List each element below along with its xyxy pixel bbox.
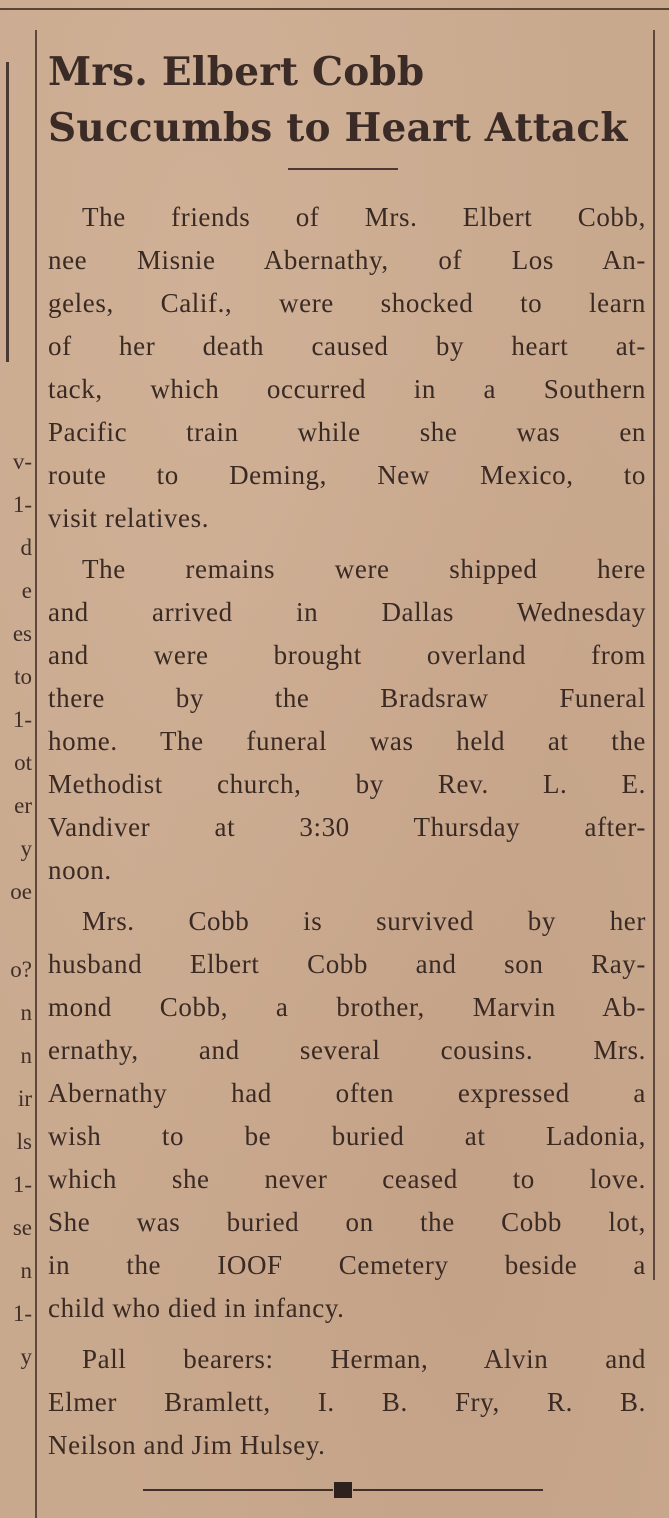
top-rule xyxy=(0,8,669,10)
article-line: The friends of Mrs. Elbert Cobb, xyxy=(82,202,646,232)
fragment: se xyxy=(12,1215,32,1240)
article-line: Pall bearers: Herman, Alvin and xyxy=(82,1344,646,1374)
article-line: Abernathy had often expressed a xyxy=(48,1078,646,1108)
article-line: which she never ceased to love. xyxy=(48,1164,646,1194)
adjacent-column-fragments xyxy=(0,440,34,1378)
article-line: Elmer Bramlett, I. B. Fry, R. B. xyxy=(48,1387,646,1417)
fragment: ot xyxy=(14,750,32,775)
article-line: of her death caused by heart at- xyxy=(48,331,646,361)
article-line: and arrived in Dallas Wednesday xyxy=(48,597,646,627)
fragment: er xyxy=(14,793,32,818)
article-line: mond Cobb, a brother, Marvin Ab- xyxy=(48,992,646,1022)
fragment: d xyxy=(20,535,32,560)
fragment: 1- xyxy=(12,1172,32,1197)
article-line: there by the Bradsraw Funeral xyxy=(48,683,646,713)
headline-line-2: Succumbs to Heart Attack xyxy=(48,105,628,151)
fragment: 1- xyxy=(12,707,32,732)
article-line: wish to be buried at Ladonia, xyxy=(48,1121,646,1151)
column-rule-right xyxy=(653,30,655,1280)
adjacent-column-bracket xyxy=(6,62,13,362)
article-line: geles, Calif., were shocked to learn xyxy=(48,288,646,318)
article-line: The remains were shipped here xyxy=(82,554,646,584)
fragment: es xyxy=(12,621,32,646)
article-line: Pacific train while she was en xyxy=(48,417,646,447)
article-line: nee Misnie Abernathy, of Los An- xyxy=(48,245,646,275)
article-line: in the IOOF Cemetery beside a xyxy=(48,1250,646,1280)
article-line: and were brought overland from xyxy=(48,640,646,670)
fragment: 1- xyxy=(12,1301,32,1326)
fragment: n xyxy=(20,1258,32,1283)
article-line: Vandiver at 3:30 Thursday after- xyxy=(48,812,646,842)
headline xyxy=(48,44,653,156)
fragment: ls xyxy=(16,1129,32,1154)
article-body xyxy=(48,196,646,1467)
article-line: tack, which occurred in a Southern xyxy=(48,374,646,404)
article-line: Methodist church, by Rev. L. E. xyxy=(48,769,646,799)
article-line: home. The funeral was held at the xyxy=(48,726,646,756)
fragment: y xyxy=(20,836,32,861)
fragment: e xyxy=(21,578,32,603)
article-line: She was buried on the Cobb lot, xyxy=(48,1207,646,1237)
column-rule-left xyxy=(35,30,37,1518)
fragment: 1- xyxy=(12,492,32,517)
article-line: ernathy, and several cousins. Mrs. xyxy=(48,1035,646,1065)
article-line: Mrs. Cobb is survived by her xyxy=(82,906,646,936)
end-of-article-ornament xyxy=(143,1480,543,1500)
fragment: v- xyxy=(12,449,32,474)
article-line: visit relatives. xyxy=(48,503,210,533)
fragment: o? xyxy=(10,957,32,982)
headline-divider xyxy=(288,168,398,170)
fragment-gap xyxy=(0,913,34,948)
ornament-line-right xyxy=(353,1489,543,1491)
article-line: noon. xyxy=(48,855,112,885)
article-line: husband Elbert Cobb and son Ray- xyxy=(48,949,646,979)
ornament-block xyxy=(334,1482,352,1498)
fragment: n xyxy=(20,1000,32,1025)
fragment: y xyxy=(20,1344,32,1369)
fragment: oe xyxy=(10,879,32,904)
fragment: to xyxy=(14,664,32,689)
headline-line-1: Mrs. Elbert Cobb xyxy=(48,49,425,95)
fragment: n xyxy=(20,1043,32,1068)
article-line: child who died in infancy. xyxy=(48,1293,345,1323)
article-line: Neilson and Jim Hulsey. xyxy=(48,1430,326,1460)
ornament-line-left xyxy=(143,1489,333,1491)
fragment: ir xyxy=(17,1086,32,1111)
article-line: route to Deming, New Mexico, to xyxy=(48,460,646,490)
